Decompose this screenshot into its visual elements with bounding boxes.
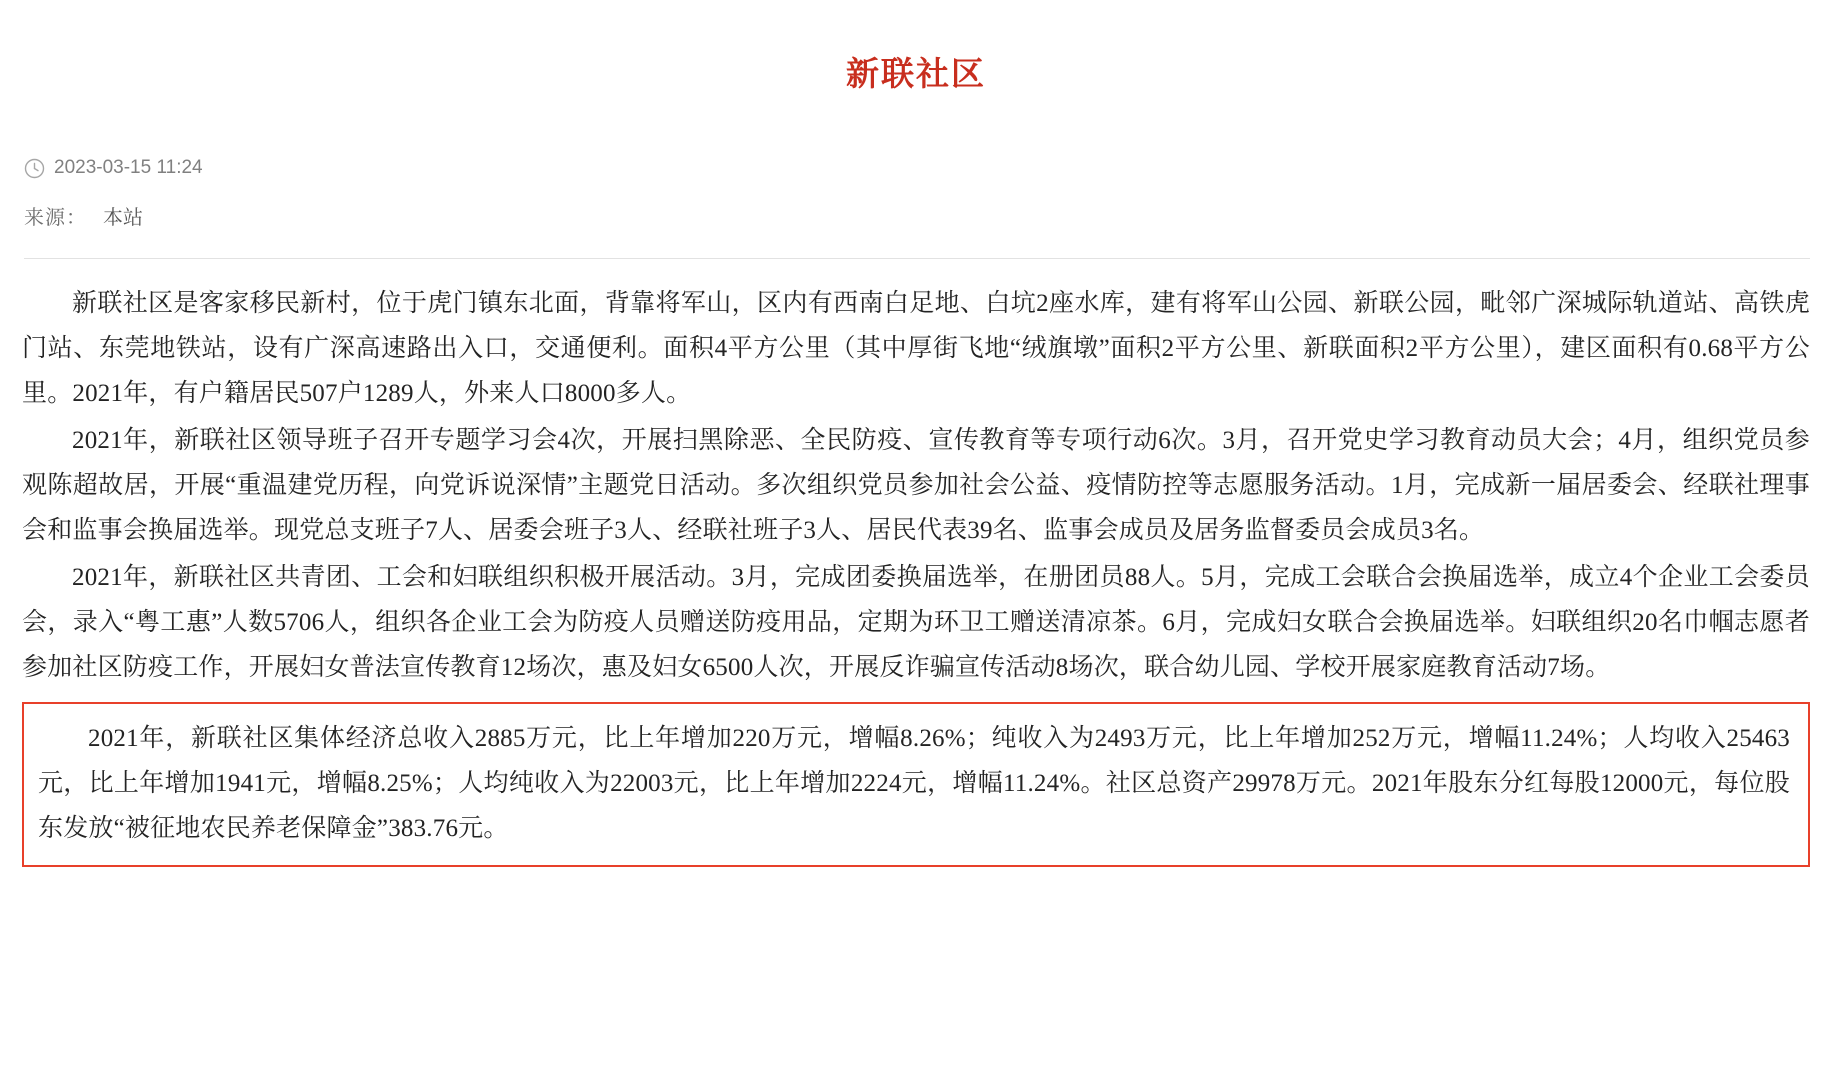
paragraph: 2021年，新联社区共青团、工会和妇联组织积极开展活动。3月，完成团委换届选举，在册团员88人。5月，完成工会联合会换届选举，成立4个企业工会委员会，录入“粤工惠”人数5706人，组织各企业工会为防疫人员赠送防疫用品，定期为环卫工赠送清凉茶。6月，完成妇女联合会换届选举。妇联组织20名巾帼志愿者参加社区防疫工作，开展妇女普法宣传教育12场次，惠及妇女6500人次，开展反诈骗宣传活动8场次，联合幼儿园、学校开展家庭教育活动7场。 (22, 564, 1810, 682)
publish-date-row (24, 157, 1810, 201)
publish-datetime: 2023-03-15 11:24 (54, 157, 203, 179)
page-title: 新联社区 (846, 57, 986, 94)
article-page (0, 22, 1832, 1091)
article-meta (22, 127, 1810, 259)
source-label: 来源： (24, 207, 87, 230)
source-row (24, 201, 1810, 230)
clock-icon (24, 158, 45, 179)
paragraph: 2021年，新联社区集体经济总收入2885万元，比上年增加220万元，增幅8.26%；纯收入为2493万元，比上年增加252万元，增幅11.24%；人均收入25463元，比上年增加1941元，增幅8.25%；人均纯收入为22003元，比上年增加2224元，增幅11.24%。社区总资产29978万元。2021年股东分红每股12000元，每位股东发放“被征地农民养老保障金”383.76元。 (38, 725, 1790, 843)
paragraph: 2021年，新联社区领导班子召开专题学习会4次，开展扫黑除恶、全民防疫、宣传教育等专项行动6次。3月，召开党史学习教育动员大会；4月，组织党员参观陈超故居，开展“重温建党历程，向党诉说深情”主题党日活动。多次组织党员参加社会公益、疫情防控等志愿服务活动。1月，完成新一届居委会、经联社理事会和监事会换届选举。现党总支班子7人、居委会班子3人、经联社班子3人、居民代表39名、监事会成员及居务监督委员会成员3名。 (22, 427, 1810, 545)
source-value: 本站 (103, 207, 143, 230)
article-body (22, 259, 1810, 867)
paragraph: 新联社区是客家移民新村，位于虎门镇东北面，背靠将军山，区内有西南白足地、白坑2座水库，建有将军山公园、新联公园，毗邻广深城际轨道站、高铁虎门站、东莞地铁站，设有广深高速路出入口，交通便利。面积4平方公里（其中厚街飞地“绒旗墩”面积2平方公里、新联面积2平方公里），建区面积有0.68平方公里。2021年，有户籍居民507户1289人，外来人口8000多人。 (22, 290, 1810, 408)
highlighted-passage (22, 702, 1810, 867)
